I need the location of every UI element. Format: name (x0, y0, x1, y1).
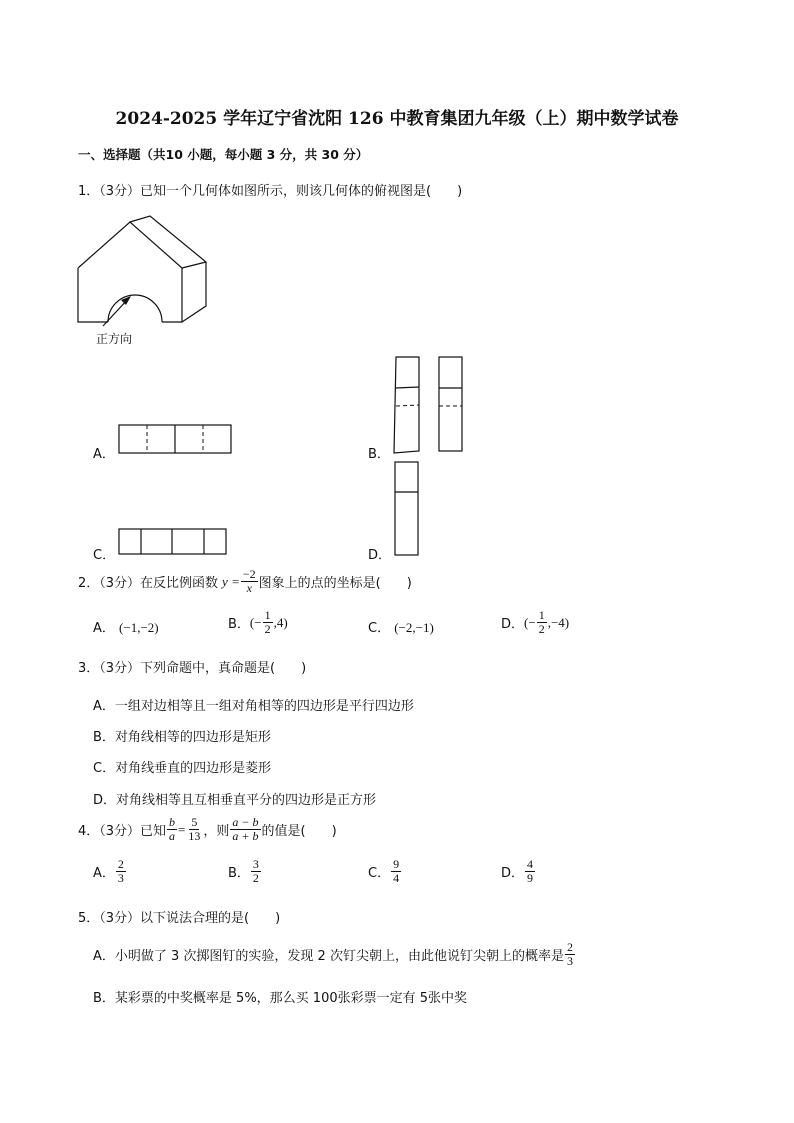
q4-option-d-den: 9 (527, 871, 534, 885)
q2-func-den: x (246, 581, 252, 595)
q4-option-c[interactable] (368, 858, 402, 885)
q2-option-c-label: C． (368, 621, 391, 636)
q4-option-a-fraction (116, 858, 126, 885)
q4-option-b-den: 2 (252, 871, 259, 885)
q2-option-d-num: 1 (538, 608, 545, 622)
q4-equals: = (178, 821, 186, 837)
q1-option-c-label[interactable]: C． (93, 548, 116, 563)
q5-option-a-text: A．小明做了 3 次掷图钉的实验，发现 2 次钉尖朝上，由此他说钉尖朝上的概率是 (93, 949, 564, 964)
q2-option-d-post: ,−4) (547, 614, 570, 630)
front-direction-label: 正方向 (96, 332, 133, 346)
q4-f3-num: a − b (232, 815, 259, 829)
q3-option-a[interactable]: A．一组对边相等且一组对角相等的四边形是平行四边形 (93, 699, 414, 714)
q2-option-d-fraction (537, 609, 547, 636)
page-title: 2024-2025 学年辽宁省沈阳 126 中教育集团九年级（上）期中数学试卷 (115, 109, 679, 129)
q3-option-b[interactable]: B．对角线相等的四边形是矩形 (93, 730, 271, 745)
q1-option-a-label[interactable]: A． (93, 447, 115, 462)
q4-option-d[interactable] (501, 858, 536, 885)
q4-option-c-den: 4 (393, 871, 400, 885)
q2-option-d-den: 2 (538, 622, 545, 636)
q4-stem-after: 的值是( ) (261, 824, 337, 839)
q2-option-b-pre: (− (249, 614, 262, 630)
q5-option-a-num: 2 (566, 940, 573, 954)
q2-option-a-value: (−1,−2) (119, 620, 159, 635)
question-5-stem: 5．（3分）以下说法合理的是( ) (78, 911, 281, 926)
q2-option-b-fraction (263, 609, 273, 636)
q4-option-a-den: 3 (117, 871, 124, 885)
q1-option-b-label[interactable]: B． (368, 447, 390, 462)
q2-func-num: −2 (242, 567, 256, 581)
q4-option-b-label: B． (228, 866, 250, 881)
q2-func-fraction (241, 568, 258, 595)
q2-option-b-label: B． (228, 617, 250, 632)
q2-option-a-label: A． (93, 621, 115, 636)
q3-option-d[interactable]: D．对角线相等且互相垂直平分的四边形是正方形 (93, 793, 377, 808)
q4-option-d-label: D． (501, 866, 525, 881)
q4-f1-den: a (169, 829, 176, 843)
q4-option-d-fraction (525, 858, 535, 885)
q2-option-d-pre: (− (524, 614, 536, 630)
q4-stem-mid: ，则 (203, 824, 230, 839)
q3-option-c[interactable]: C．对角线垂直的四边形是菱形 (93, 761, 272, 776)
q2-option-c[interactable] (368, 617, 434, 636)
q4-option-c-num: 9 (393, 857, 400, 871)
q5-option-a-den: 3 (566, 954, 573, 968)
question-2-stem (78, 568, 412, 595)
q4-option-c-label: C． (368, 866, 391, 881)
section-heading: 一、选择题（共10 小题，每小题 3 分，共 30 分） (78, 147, 369, 162)
q2-option-a[interactable] (93, 617, 159, 636)
q5-option-a-fraction (565, 941, 575, 968)
q4-f1-num: b (169, 815, 176, 829)
question-3-stem: 3．（3分）下列命题中，真命题是( ) (78, 661, 307, 676)
q4-option-c-fraction (391, 858, 401, 885)
q4-stem-before: 4．（3分）已知 (78, 824, 167, 839)
q2-option-b[interactable] (228, 609, 288, 636)
q2-func-y: y = (222, 573, 240, 589)
q4-f3-den: a + b (232, 829, 259, 843)
q4-option-a-num: 2 (117, 857, 124, 871)
q2-option-c-value: (−2,−1) (394, 620, 434, 635)
q5-option-b[interactable]: B．某彩票的中奖概率是 5%，那么买 100张彩票一定有 5张中奖 (93, 991, 468, 1006)
q2-option-b-den: 2 (264, 622, 271, 636)
q2-option-d[interactable] (501, 609, 569, 636)
q4-option-a-label: A． (93, 866, 115, 881)
q4-option-b[interactable] (228, 858, 262, 885)
q2-option-d-label: D． (501, 617, 525, 632)
q2-stem-after: 图象上的点的坐标是( ) (258, 576, 412, 591)
q4-option-b-fraction (251, 858, 261, 885)
q4-f2-num: 5 (191, 815, 198, 829)
q4-option-a[interactable] (93, 858, 127, 885)
q4-fraction-b-over-a (167, 816, 177, 843)
question-4-stem (78, 816, 337, 843)
q4-fraction-expression (230, 816, 260, 843)
q4-option-b-num: 3 (252, 857, 259, 871)
q2-stem-before: 2．（3分）在反比例函数 (78, 576, 219, 591)
q1-option-d-label[interactable]: D． (368, 548, 392, 563)
q4-fraction-5-over-13 (186, 816, 202, 843)
question-1-stem: 1．（3分）已知一个几何体如图所示，则该几何体的俯视图是( ) (78, 184, 463, 199)
q5-option-a[interactable] (93, 941, 576, 968)
q4-f2-den: 13 (188, 829, 201, 843)
q2-option-b-post: ,4) (273, 614, 288, 630)
q4-option-d-num: 4 (527, 857, 534, 871)
q2-option-b-num: 1 (264, 608, 271, 622)
